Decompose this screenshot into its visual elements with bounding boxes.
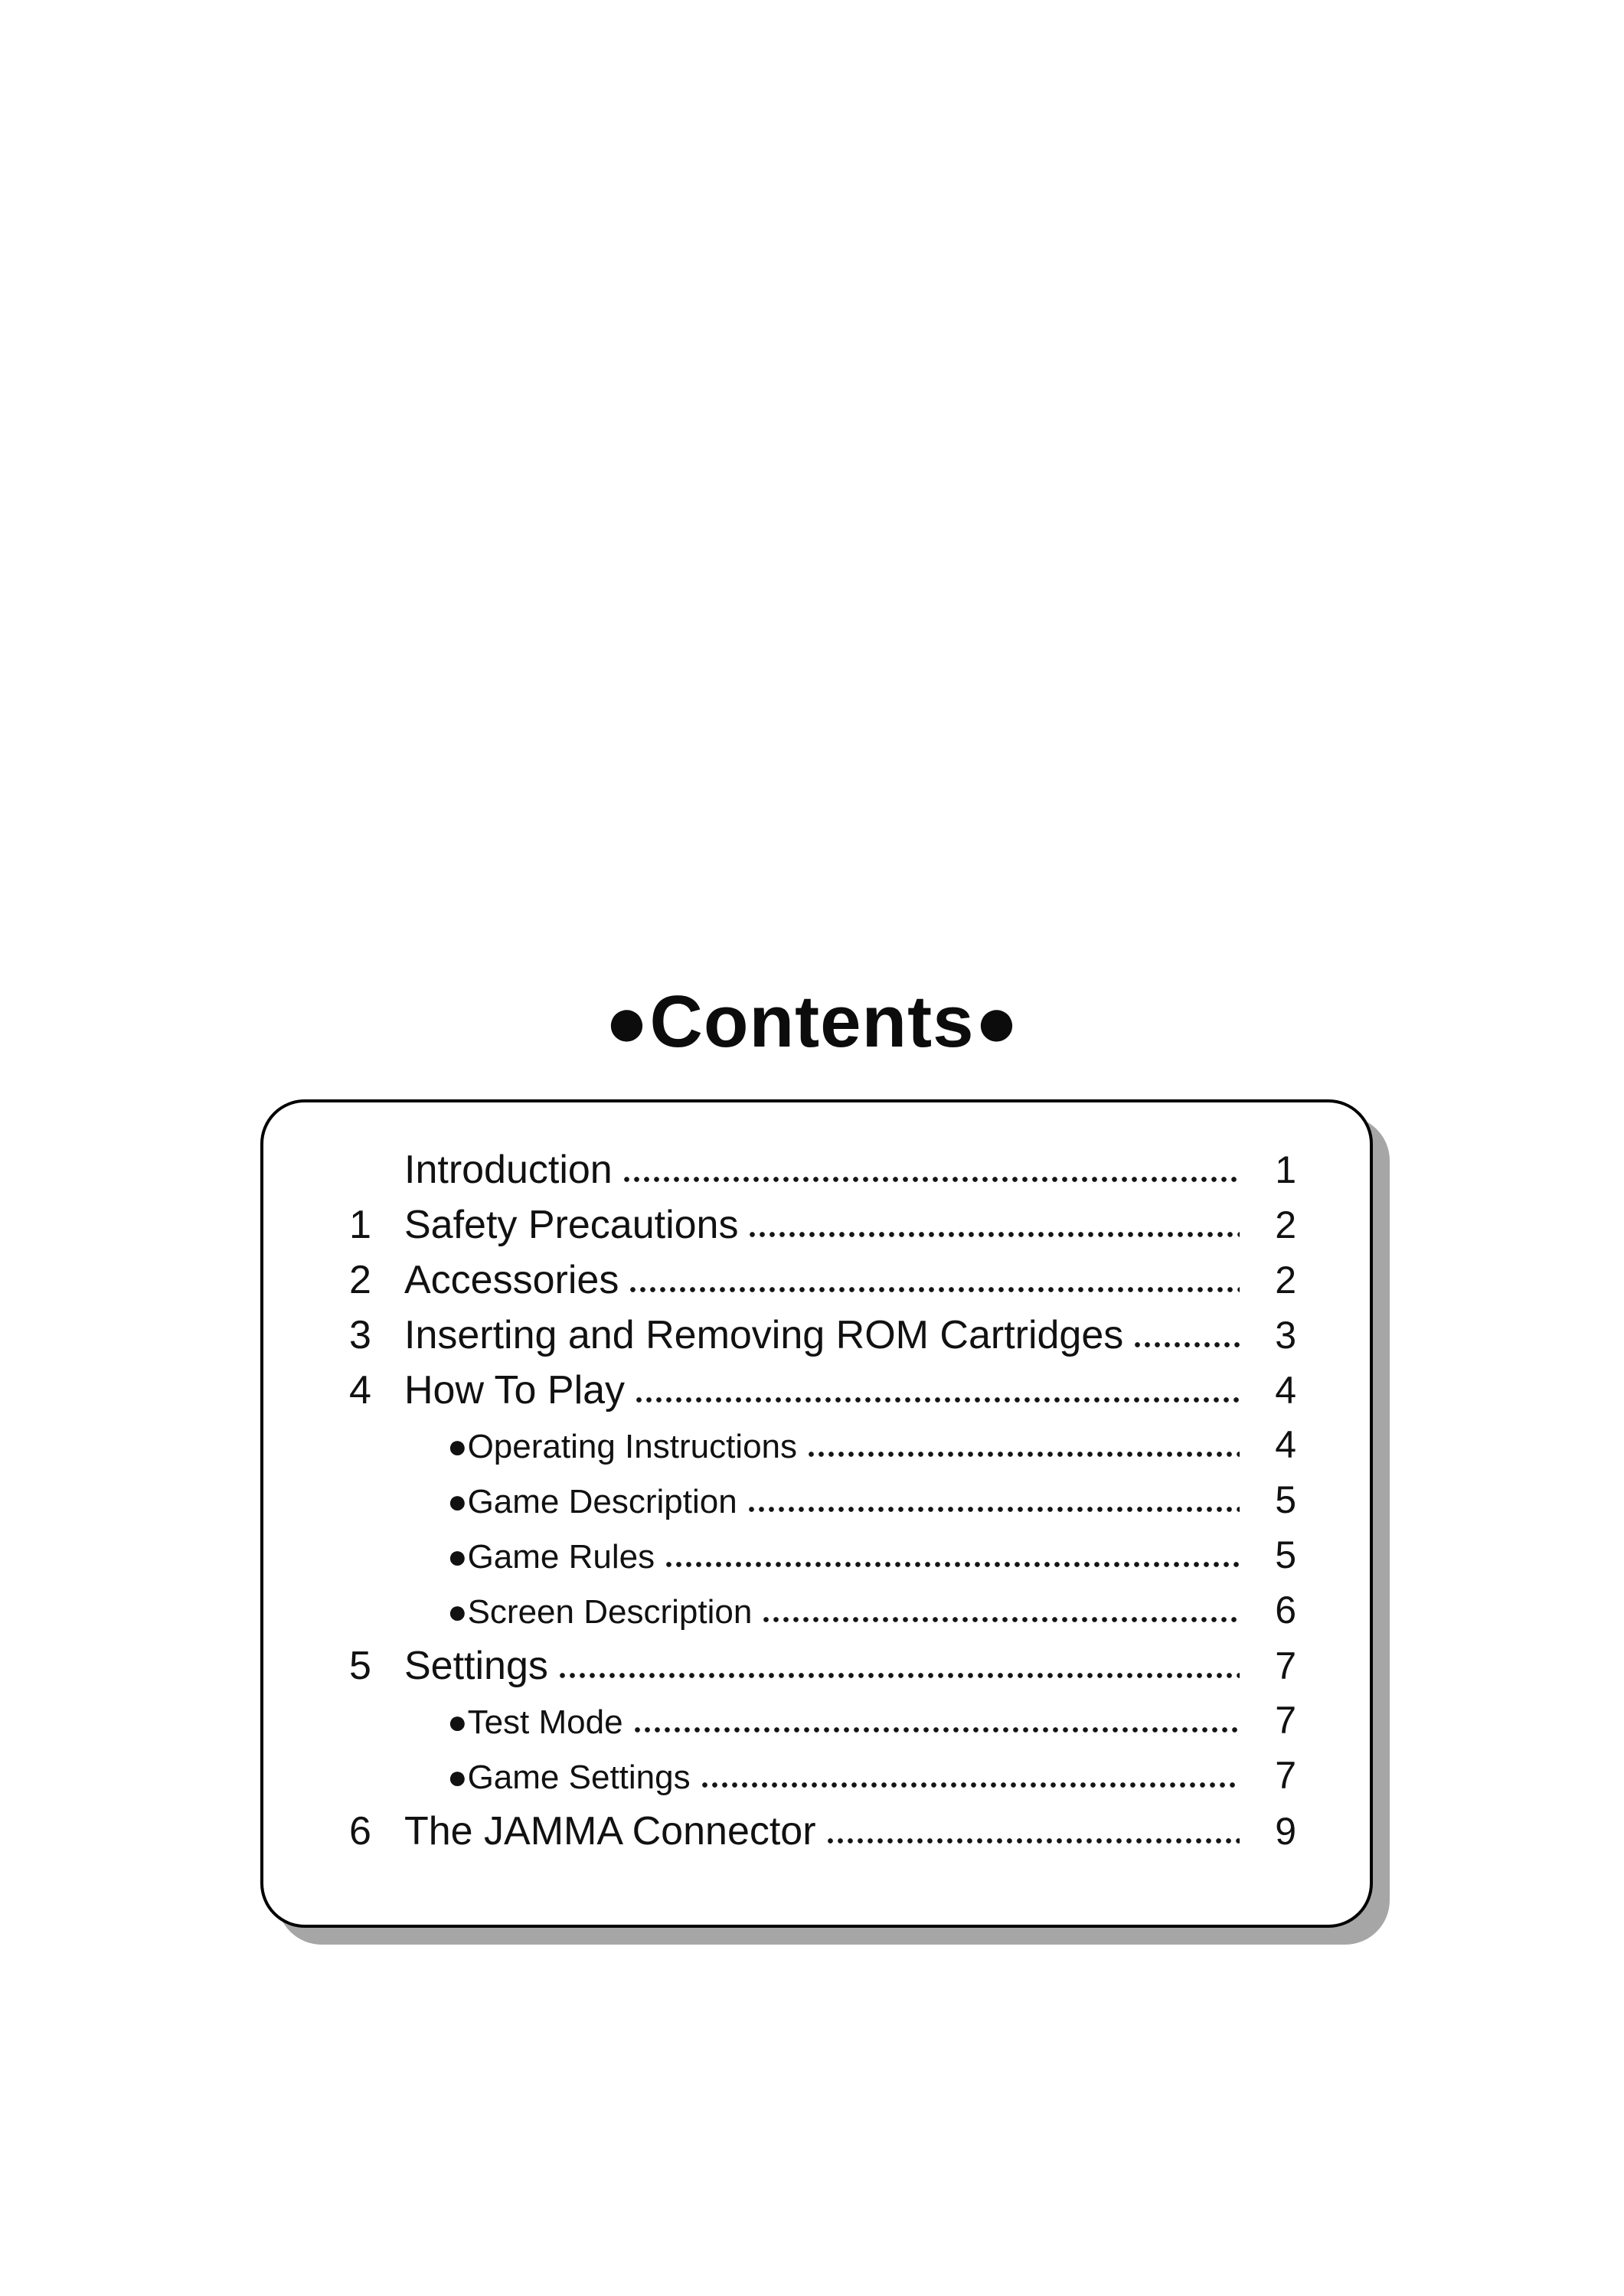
- dot-leader-icon: [825, 1837, 1240, 1844]
- entry-page: 9: [1275, 1810, 1296, 1853]
- entry-page: 4: [1275, 1369, 1296, 1412]
- contents-title: ●Contents●: [604, 981, 1020, 1063]
- entry-label: ●Operating Instructions: [447, 1428, 798, 1465]
- dot-leader-icon: [1132, 1341, 1240, 1348]
- entry-label: ●Game Description: [447, 1483, 737, 1520]
- toc-row: [349, 1202, 1296, 1257]
- entry-page: 5: [1275, 1533, 1296, 1576]
- entry-page: 4: [1275, 1423, 1296, 1466]
- dot-leader-icon: [634, 1396, 1240, 1403]
- toc-row: [349, 1643, 1296, 1698]
- toc-row: [349, 1367, 1296, 1422]
- dot-leader-icon: [664, 1561, 1240, 1568]
- toc-box: [260, 1099, 1373, 1928]
- dot-leader-icon: [557, 1672, 1240, 1679]
- entry-label: ●Game Rules: [447, 1538, 655, 1576]
- entry-label: Settings: [404, 1644, 548, 1688]
- entry-page: 6: [1275, 1589, 1296, 1631]
- dot-leader-icon: [761, 1616, 1240, 1623]
- entry-page: 2: [1275, 1259, 1296, 1302]
- toc-row: [349, 1257, 1296, 1312]
- entry-number: 1: [349, 1203, 371, 1247]
- entry-label: ●Game Settings: [447, 1759, 691, 1796]
- toc-row: [349, 1808, 1296, 1863]
- entry-label: ●Test Mode: [447, 1703, 623, 1741]
- entry-page: 7: [1275, 1644, 1296, 1687]
- dot-leader-icon: [632, 1726, 1240, 1733]
- toc-row: [349, 1422, 1296, 1478]
- entry-label: The JAMMA Connector: [404, 1809, 816, 1853]
- toc-row: [349, 1753, 1296, 1808]
- toc-row: [349, 1147, 1296, 1202]
- dot-leader-icon: [747, 1506, 1240, 1513]
- entry-number: 2: [349, 1258, 371, 1302]
- entry-number: 3: [349, 1313, 371, 1357]
- entry-page: 1: [1275, 1148, 1296, 1191]
- entry-number: 6: [349, 1809, 371, 1853]
- toc-row: [349, 1533, 1296, 1588]
- entry-page: 2: [1275, 1204, 1296, 1246]
- toc-row: [349, 1478, 1296, 1533]
- entry-label: ●Screen Description: [447, 1593, 753, 1631]
- entry-label: How To Play: [404, 1368, 626, 1413]
- entry-label: Inserting and Removing ROM Cartridges: [404, 1313, 1124, 1357]
- entry-number: 5: [349, 1644, 371, 1688]
- dot-leader-icon: [806, 1451, 1240, 1458]
- entry-number: 4: [349, 1368, 371, 1413]
- dot-leader-icon: [622, 1176, 1240, 1183]
- entry-page: 7: [1275, 1699, 1296, 1742]
- entry-label: Accessories: [404, 1258, 619, 1302]
- toc-list: [263, 1102, 1370, 1863]
- entry-page: 7: [1275, 1754, 1296, 1797]
- toc-row: [349, 1588, 1296, 1643]
- entry-label: Safety Precautions: [404, 1203, 739, 1247]
- toc-row: [349, 1312, 1296, 1367]
- entry-label: Introduction: [404, 1148, 613, 1192]
- dot-leader-icon: [747, 1231, 1240, 1238]
- toc-row: [349, 1698, 1296, 1753]
- entry-page: 5: [1275, 1478, 1296, 1521]
- dot-leader-icon: [700, 1782, 1240, 1788]
- entry-page: 3: [1275, 1314, 1296, 1357]
- dot-leader-icon: [628, 1286, 1240, 1293]
